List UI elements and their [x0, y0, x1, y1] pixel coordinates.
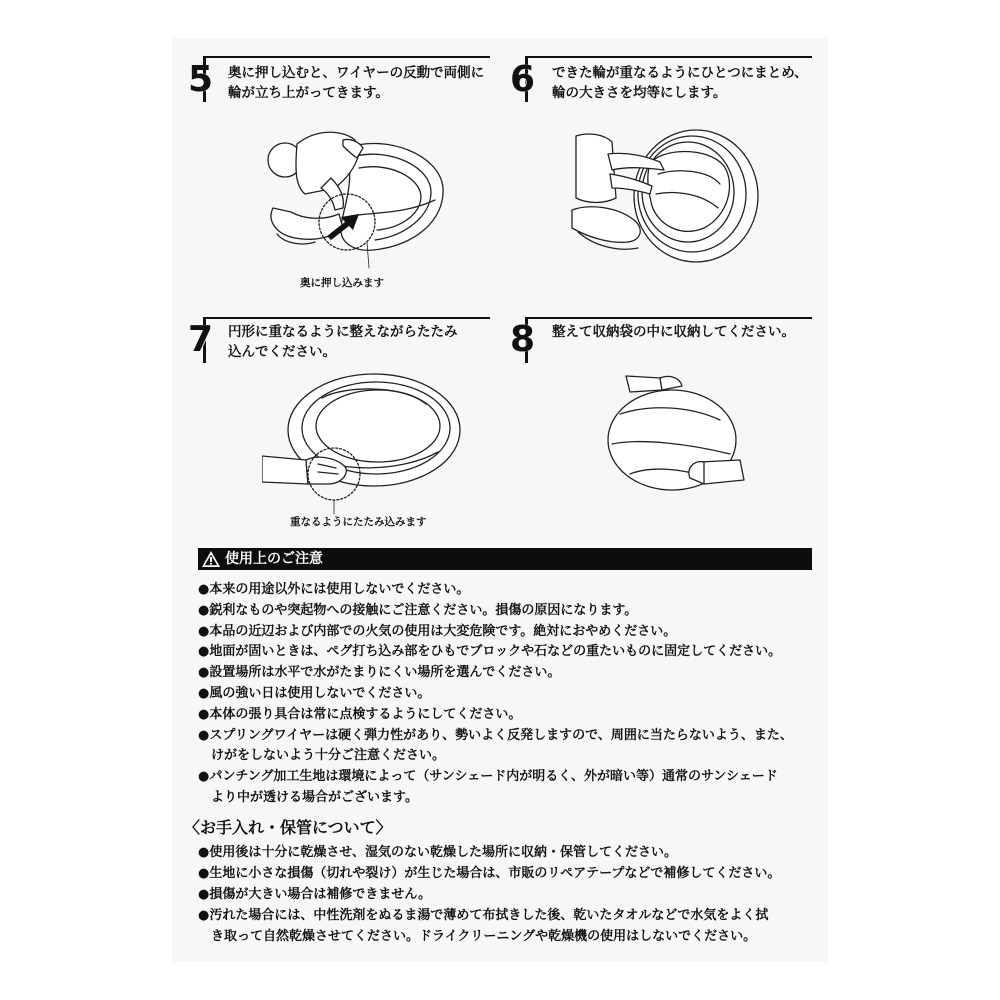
step-5-caption: 奥に押し込みます	[300, 277, 384, 289]
step-8-line: 整えて収納袋の中に収納してください。	[552, 324, 795, 340]
step-7-number: 7	[188, 319, 214, 360]
list-item: ●地面が固いときは、ペグ打ち込み部をひもでブロックや石などの重たいものに固定してください。	[198, 644, 782, 660]
list-item-continuation: より中が透ける場合がございます。	[211, 789, 418, 805]
list-item: ●風の強い日は使用しないでください。	[198, 685, 431, 701]
list-item: ●設置場所は水平で水がたまりにくい場所を選んでください。	[198, 665, 561, 681]
list-item-continuation: けがをしないよう十分ご注意ください。	[211, 748, 446, 764]
warning-triangle-icon	[201, 550, 221, 568]
person-legs	[572, 207, 640, 242]
step-5-illustration	[255, 116, 450, 276]
step-8-illustration	[590, 374, 750, 500]
step-5-rule	[204, 56, 490, 58]
step-5-line: 奥に押し込むと、ワイヤーの反動で両側に	[228, 65, 485, 81]
list-item: ●パンチング加工生地は環境によって（サンシェード内が明るく、外が暗い等）通常のサンシェード	[198, 769, 778, 785]
step-6-text	[552, 63, 814, 103]
person-torso	[576, 134, 616, 203]
step-7-illustration	[262, 368, 462, 516]
list-item: ●鋭利なものや突起物への接触にご注意ください。損傷の原因になります。	[198, 602, 638, 618]
sleeve	[262, 456, 308, 484]
step-6-line: 輪の大きさを均等にします。	[552, 85, 727, 101]
care-heading: 〈お手入れ・保管について〉	[184, 818, 392, 837]
caution-title: 使用上のご注意	[225, 551, 323, 567]
step-6-illustration	[568, 124, 768, 269]
list-item: ●使用後は十分に乾燥させ、湿気のない乾燥した場所に収納・保管してください。	[198, 845, 677, 860]
step-8-rule	[526, 317, 812, 319]
step-7-caption: 重なるようにたたみ込みます	[290, 516, 427, 528]
list-item-continuation: き取って自然乾燥させてください。ドライクリーニングや乾燥機の使用はしないでください。	[211, 929, 757, 944]
step-5-number: 5	[188, 59, 214, 100]
care-list	[198, 842, 814, 947]
list-item: ●生地に小さな損傷（切れや裂け）が生じた場合は、市販のリペアテープなどで補修してください。	[198, 866, 781, 881]
step-6-rule	[526, 56, 812, 58]
sleeve-top	[626, 376, 662, 392]
step-8-number: 8	[510, 319, 536, 360]
list-item: ●本品の近辺および内部での火気の使用は大変危険です。絶対におやめください。	[198, 623, 677, 639]
list-item: ●スプリングワイヤーは硬く弾力性があり、勢いよく反発しますので、周囲に当たらないよう、また、	[198, 727, 793, 743]
list-item: ●本来の用途以外には使用しないでください。	[198, 582, 470, 597]
step-7-line: 円形に重なるように整えながらたたみ	[228, 324, 458, 340]
list-item: ●損傷が大きい場合は補修できません。	[198, 887, 432, 902]
caution-header	[198, 548, 812, 570]
step-6-line: できた輪が重なるようにひとつにまとめ、	[552, 65, 808, 81]
hand-top	[660, 376, 682, 390]
step-8-text	[552, 322, 814, 342]
step-7-rule	[204, 317, 490, 319]
step-6-number: 6	[510, 59, 536, 100]
caution-list	[198, 580, 814, 809]
step-5-text	[228, 63, 490, 103]
step-5-line: 輪が立ち上がってきます。	[228, 85, 389, 101]
step-7-line: 込んでください。	[228, 344, 336, 360]
list-item: ●本体の張り具合は常に点検するようにしてください。	[198, 706, 522, 722]
list-item: ●汚れた場合には、中性洗剤をぬるま湯で薄めて布拭きした後、乾いたタオルなどで水気をよく拭	[198, 908, 769, 923]
sleeve-bottom	[700, 460, 744, 484]
step-7-text	[228, 322, 490, 362]
